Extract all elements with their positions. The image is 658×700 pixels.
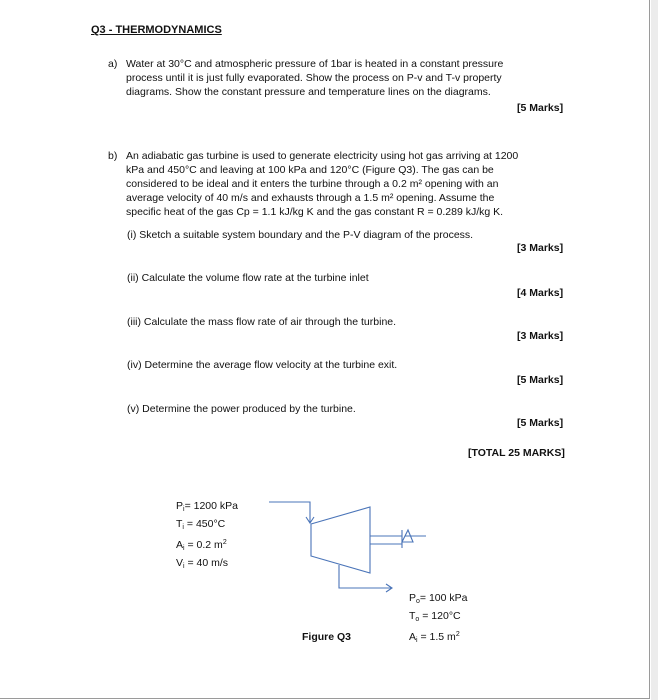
subpart-i-marks: [3 Marks] bbox=[517, 242, 564, 254]
subpart-ii-text: (ii) Calculate the volume flow rate at the turbine inlet bbox=[127, 272, 369, 284]
part-b-line: considered to be ideal and it enters the turbine through a 0.2 m² opening with an bbox=[126, 178, 499, 190]
value: = 100 kPa bbox=[419, 592, 468, 604]
subscript: o bbox=[416, 598, 420, 605]
inlet-pressure-label bbox=[176, 499, 238, 517]
symbol: P bbox=[409, 592, 417, 604]
part-a-line: process until it is just fully evaporated. Show the process on P-v and T-v property bbox=[126, 72, 502, 84]
symbol: T bbox=[176, 518, 183, 530]
part-a-marks: [5 Marks] bbox=[517, 102, 564, 114]
part-b-line: average velocity of 40 m/s and exhausts through a 1.5 m² opening. Assume the bbox=[126, 192, 495, 204]
subscript: i bbox=[183, 506, 185, 513]
subpart-iv-text: (iv) Determine the average flow velocity at the turbine exit. bbox=[127, 359, 398, 371]
subscript: i bbox=[416, 637, 418, 644]
part-b-letter: b) bbox=[108, 150, 118, 162]
page-gutter bbox=[651, 0, 658, 700]
subpart-iii-marks: [3 Marks] bbox=[517, 330, 564, 342]
symbol: V bbox=[176, 557, 184, 569]
value: = 0.2 m bbox=[184, 539, 223, 551]
subpart-i-text: (i) Sketch a suitable system boundary and the P-V diagram of the process. bbox=[127, 229, 474, 241]
part-b-line: An adiabatic gas turbine is used to generate electricity using hot gas arriving at 1200 bbox=[126, 150, 519, 162]
value: = 40 m/s bbox=[184, 557, 229, 569]
inlet-conditions bbox=[176, 499, 238, 574]
part-a-line: diagrams. Show the constant pressure and temperature lines on the diagrams. bbox=[126, 86, 491, 98]
value: = 1200 kPa bbox=[184, 500, 238, 512]
inlet-temperature-label bbox=[176, 517, 238, 535]
subscript: i bbox=[182, 524, 184, 531]
outlet-area-label bbox=[409, 627, 468, 648]
subpart-v-marks: [5 Marks] bbox=[517, 417, 564, 429]
figure-caption: Figure Q3 bbox=[302, 631, 352, 643]
part-b-line: kPa and 450°C and leaving at 100 kPa and 120°C (Figure Q3). The gas can be bbox=[126, 164, 494, 176]
symbol: A bbox=[409, 631, 417, 643]
subscript: o bbox=[415, 616, 420, 623]
value: = 450°C bbox=[183, 518, 226, 530]
subpart-v-text: (v) Determine the power produced by the turbine. bbox=[127, 403, 356, 415]
subscript: i bbox=[183, 545, 185, 552]
turbine-body bbox=[311, 507, 370, 573]
outlet-pipe bbox=[339, 565, 391, 588]
superscript: 2 bbox=[222, 539, 227, 546]
inlet-pipe bbox=[269, 502, 310, 522]
subpart-ii-marks: [4 Marks] bbox=[517, 287, 564, 299]
inlet-velocity-label bbox=[176, 556, 238, 574]
generator-icon bbox=[402, 530, 426, 548]
part-b-line: specific heat of the gas Cp = 1.1 kJ/kg K and the gas constant R = 0.289 kJ/kg K. bbox=[126, 206, 504, 218]
superscript: 2 bbox=[455, 631, 460, 638]
subscript: i bbox=[183, 563, 185, 570]
symbol: P bbox=[176, 500, 184, 512]
value: = 120°C bbox=[419, 610, 461, 622]
outlet-temperature-label bbox=[409, 609, 468, 627]
turbine-diagram bbox=[250, 490, 450, 600]
part-a-letter: a) bbox=[108, 58, 118, 70]
subpart-iv-marks: [5 Marks] bbox=[517, 374, 564, 386]
symbol: T bbox=[409, 610, 416, 622]
outlet-conditions bbox=[409, 591, 468, 648]
part-a-text bbox=[126, 57, 503, 99]
part-a-line: Water at 30°C and atmospheric pressure of 1bar is heated in a constant pressure bbox=[126, 58, 504, 70]
value: = 1.5 m bbox=[417, 631, 456, 643]
question-title: Q3 - THERMODYNAMICS bbox=[91, 24, 222, 36]
inlet-area-label bbox=[176, 535, 238, 556]
outlet-pressure-label bbox=[409, 591, 468, 609]
subpart-iii-text: (iii) Calculate the mass flow rate of air through the turbine. bbox=[127, 316, 397, 328]
total-marks: [TOTAL 25 MARKS] bbox=[468, 447, 565, 459]
symbol: A bbox=[176, 539, 184, 551]
part-b-text bbox=[126, 149, 518, 219]
